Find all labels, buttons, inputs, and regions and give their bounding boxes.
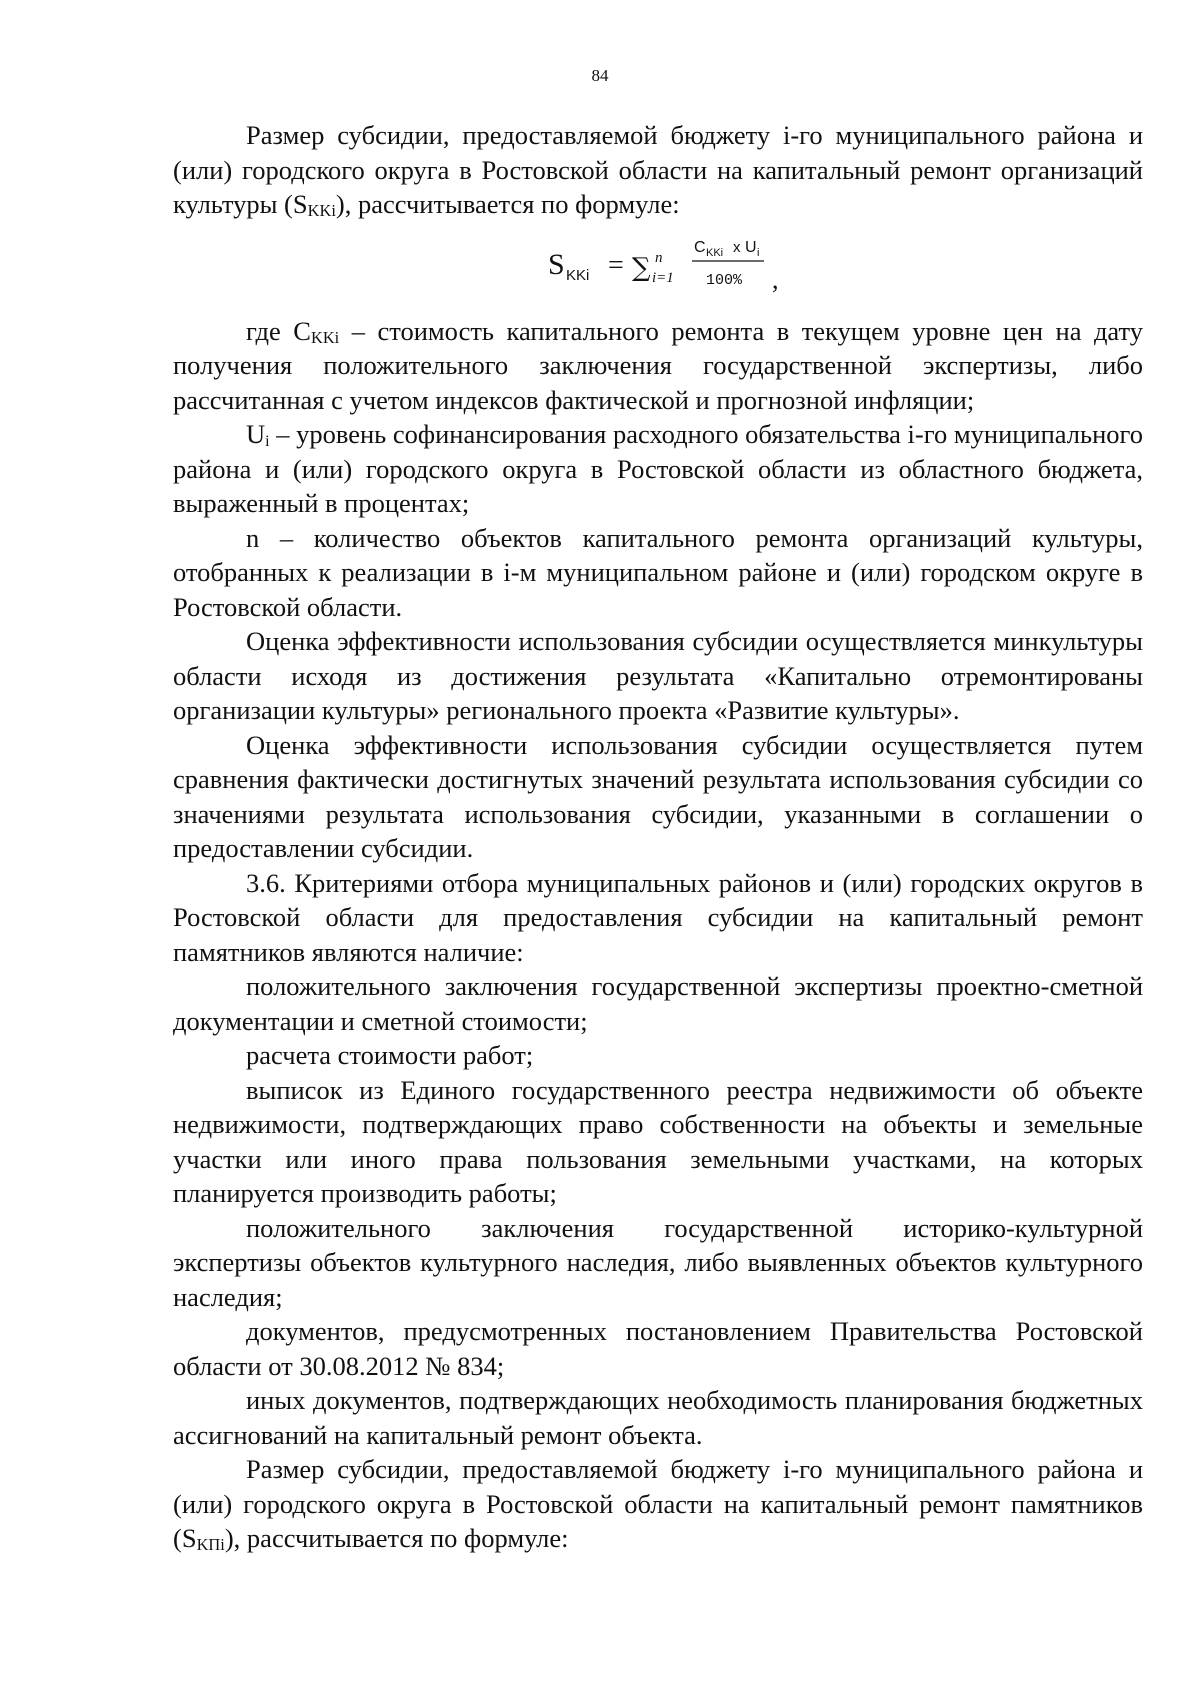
formula-u-letter: U	[745, 238, 757, 256]
formula-sum-lower: i=1	[652, 269, 674, 286]
paragraph-criterion-expertise: положительного заключения государственной экспертизы проектно-сметной документации и сметной стоимости;	[173, 971, 1143, 1036]
formula-skki	[173, 222, 1143, 300]
paragraph-text: – уровень софинансирования расходного обязательства i-го муниципального района и (или) городского округа в Ростовской области из областного бюджета, выраженный в процентах;	[173, 419, 1143, 518]
formula-sum-sign: ∑	[632, 252, 651, 283]
paragraph-criterion-documents: документов, предусмотренных постановлением Правительства Ростовской области от 30.08.2012 № 834;	[173, 1316, 1143, 1381]
subscript: KKi	[307, 200, 336, 220]
paragraph-criterion-heritage: положительного заключения государственной историко-культурной экспертизы объектов культурного наследия, либо выявленных объектов культурного наследия;	[173, 1212, 1143, 1312]
paragraph-subsidy-size-monuments	[173, 1452, 1143, 1556]
paragraph-definition-ui	[173, 417, 1143, 521]
formula-numerator-letter: C	[694, 238, 706, 256]
paragraph-text: где С	[246, 315, 311, 346]
paragraph-criterion-registry: выписок из Единого государственного реестра недвижимости об объекте недвижимости, подтверждающих право собственности на объекты и земельные участки или иного права пользования земельными участками, на которых планируется производить работы;	[173, 1074, 1143, 1208]
paragraph-efficiency-comparison: Оценка эффективности использования субсидии осуществляется путем сравнения фактически достигнутых значений результата использования субсидии со значениями результата использования субсидии, указанными в соглашении о предоставлении субсидии.	[173, 729, 1143, 863]
paragraph-section-3-6: 3.6. Критериями отбора муниципальных районов и (или) городских округов в Ростовской области для предоставления субсидии на капитальный ремонт памятников являются наличие:	[173, 867, 1143, 967]
paragraph-criterion-other: иных документов, подтверждающих необходимость планирования бюджетных ассигнований на капитальный ремонт объекта.	[173, 1385, 1143, 1450]
subscript: i	[265, 433, 270, 451]
paragraph-text: ), рассчитывается по формуле:	[224, 1523, 569, 1553]
paragraph-text: Размер субсидии, предоставляемой бюджету i-го муниципального района и (или) городского округа в Ростовской области на капитальный ремонт памятников (S	[173, 1454, 1143, 1553]
paragraph-efficiency-assessment: Оценка эффективности использования субсидии осуществляется минкультуры области исходя из достижения результата «Капитально отремонтированы организации культуры» регионального проекта «Развитие культуры».	[173, 626, 1143, 725]
paragraph-definition-n: n – количество объектов капитального ремонта организаций культуры, отобранных к реализации в i-м муниципальном районе и (или) городском округе в Ростовской области.	[173, 522, 1143, 622]
formula-lhs-letter: S	[548, 247, 565, 281]
formula-numerator-sub: KKi	[706, 246, 724, 259]
formula-equals: =	[608, 249, 624, 281]
subscript: KПi	[196, 1534, 225, 1554]
subscript: KKi	[310, 327, 340, 347]
formula-graphic	[528, 228, 788, 300]
formula-sum-upper: n	[655, 249, 663, 266]
paragraph-definition-ckki	[173, 314, 1143, 418]
paragraph-text: Размер субсидии, предоставляемой бюджету i-го муниципального района и (или) городского округа в Ростовской области на капитальный ремонт организаций культуры (S	[173, 120, 1143, 219]
formula-trailing-comma: ,	[772, 264, 779, 294]
formula-u-sub: i	[757, 246, 760, 259]
page-number: 84	[591, 66, 609, 85]
paragraph-subsidy-size-culture	[173, 118, 1143, 222]
formula-lhs-sub: KKi	[566, 266, 590, 284]
paragraph-text: – стоимость капитального ремонта в текущем уровне цен на дату получения положительного заключения государственной экспертизы, либо рассчитанная с учетом индексов фактической и прогнозной инфляции;	[173, 315, 1143, 415]
paragraph-text: ), рассчитывается по формуле:	[335, 189, 680, 219]
paragraph-criterion-calculation: расчета стоимости работ;	[246, 1040, 534, 1070]
formula-denominator: 100%	[706, 271, 743, 289]
paragraph-text: U	[246, 419, 266, 449]
document-body	[173, 118, 1143, 1556]
formula-times: x	[733, 238, 741, 256]
